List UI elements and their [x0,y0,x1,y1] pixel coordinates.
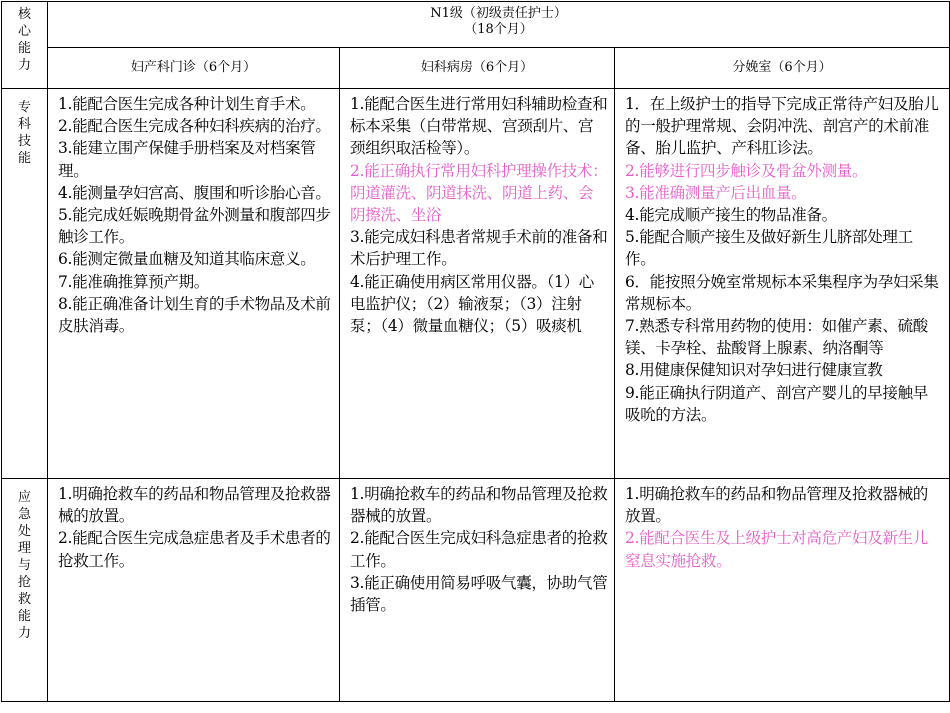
label-char: 力 [17,58,31,73]
corner-cell [2,2,48,89]
competency-item: 7.熟悉专科常用药物的使用：如催产素、硫酸镁、卡孕栓、盐酸肾上腺素、纳洛酮等 [625,317,928,358]
competency-item: 5.能完成妊娠晚期骨盆外测量和腹部四步触诊工作。 [58,206,331,247]
row-label-text [2,99,47,167]
column-header-gyn-ward: 妇科病房（6个月） [340,48,615,89]
row-label-emergency-rescue [2,479,48,702]
level-header-cell [48,2,950,48]
cell-gyn-ward-skills [340,89,615,479]
column-header-delivery-room: 分娩室（6个月） [615,48,950,89]
row-label-specialty-skills [2,89,48,479]
competency-item: 3.能完成妇科患者常规手术前的准备和术后护理工作。 [350,228,608,269]
competency-item: 1.明确抢救车的药品和物品管理及抢救器械的放置。 [625,485,928,526]
competency-item: 2.能配合医生完成各种妇科疾病的治疗。 [58,117,331,136]
level-duration: （18个月） [464,22,533,37]
label-char: 核 [17,7,31,22]
label-char: 处 [17,524,31,539]
label-char: 技 [17,134,31,149]
competency-item: 3.能准确测量产后出血量。 [625,183,807,202]
competency-item: 3.能建立围产保健手册档案及对档案管理。 [58,139,316,180]
label-char: 理 [17,541,31,556]
row-label-text [2,489,47,642]
column-header-outpatient: 妇产科门诊（6个月） [48,48,340,89]
label-char: 能 [17,41,31,56]
cell-delivery-room-emergency [615,479,950,702]
competency-item: 2.能够进行四步触诊及骨盆外测量。 [625,161,868,180]
competency-item: 9.能正确执行阴道产、剖宫产婴儿的早接触早吸吮的方法。 [625,383,928,424]
competency-item: 8.用健康保健知识对孕妇进行健康宣教 [625,361,883,380]
competency-item: 2.能配合医生及上级护士对高危产妇及新生儿窒息实施抢救。 [625,529,928,570]
competency-item: 6.能测定微量血糖及知道其临床意义。 [58,250,316,269]
header-row-departments [2,48,950,89]
row-emergency-rescue [2,479,950,702]
competency-table [1,1,950,702]
label-char: 专 [17,100,31,115]
cell-gyn-ward-emergency [340,479,615,702]
competency-item: 8.能正确准备计划生育的手术物品及术前皮肤消毒。 [58,294,331,336]
competency-item: 5.能配合顺产接生及做好新生儿脐部处理工作。 [625,228,913,269]
label-char: 力 [17,626,31,641]
competency-item: 4.能正确使用病区常用仪器。（1）心电监护仪；（2）输液泵；（3）注射泵；（4）微量血糖仪；（5）吸痰机 [350,272,595,336]
competency-item: 2.能配合医生完成急症患者及手术患者的抢救工作。 [58,529,331,570]
competency-item: 1.能配合医生完成各种计划生育手术。 [58,95,316,113]
cell-outpatient-skills [48,89,340,479]
competency-item: 4.能测量孕妇宫高、腹围和听诊胎心音。 [58,183,331,202]
level-title: N1级（初级责任护士） [430,6,567,21]
competency-item: 1.能配合医生进行常用妇科辅助检查和标本采集（白带常规、宫颈刮片、宫颈组织取活检等）。 [350,95,608,158]
competency-item: 3.能正确使用简易呼吸气囊，协助气管插管。 [350,573,608,615]
competency-item: 7.能准确推算预产期。 [58,272,209,291]
header-row-level [2,2,950,48]
competency-item: 1．在上级护士的指导下完成正常待产妇及胎儿的一般护理常规、会阴冲洗、剖宫产的术前准备、胎儿监护、产科肛诊法。 [625,95,939,158]
competency-item: 4.能完成顺产接生的物品准备。 [625,206,837,225]
competency-item: 1.明确抢救车的药品和物品管理及抢救器械的放置。 [350,485,608,526]
cell-outpatient-emergency [48,479,340,702]
label-char: 科 [17,117,31,132]
label-char: 能 [17,609,31,624]
competency-item: 6．能按照分娩室常规标本采集程序为孕妇采集常规标本。 [625,272,939,313]
label-char: 与 [17,558,31,573]
label-char: 心 [17,24,31,39]
label-char: 应 [17,490,31,505]
row-specialty-skills [2,89,950,479]
corner-label [2,6,47,74]
label-char: 抢 [17,575,31,590]
competency-item: 1.明确抢救车的药品和物品管理及抢救器械的放置。 [58,485,331,526]
competency-item: 2.能配合医生完成妇科急症患者的抢救工作。 [350,529,608,570]
label-char: 救 [17,592,31,607]
competency-item: 2.能正确执行常用妇科护理操作技术：阴道灌洗、阴道抹洗、阴道上药、会阴擦洗、坐浴 [350,161,608,225]
label-char: 能 [17,151,31,166]
label-char: 急 [17,507,31,522]
cell-delivery-room-skills [615,89,950,479]
